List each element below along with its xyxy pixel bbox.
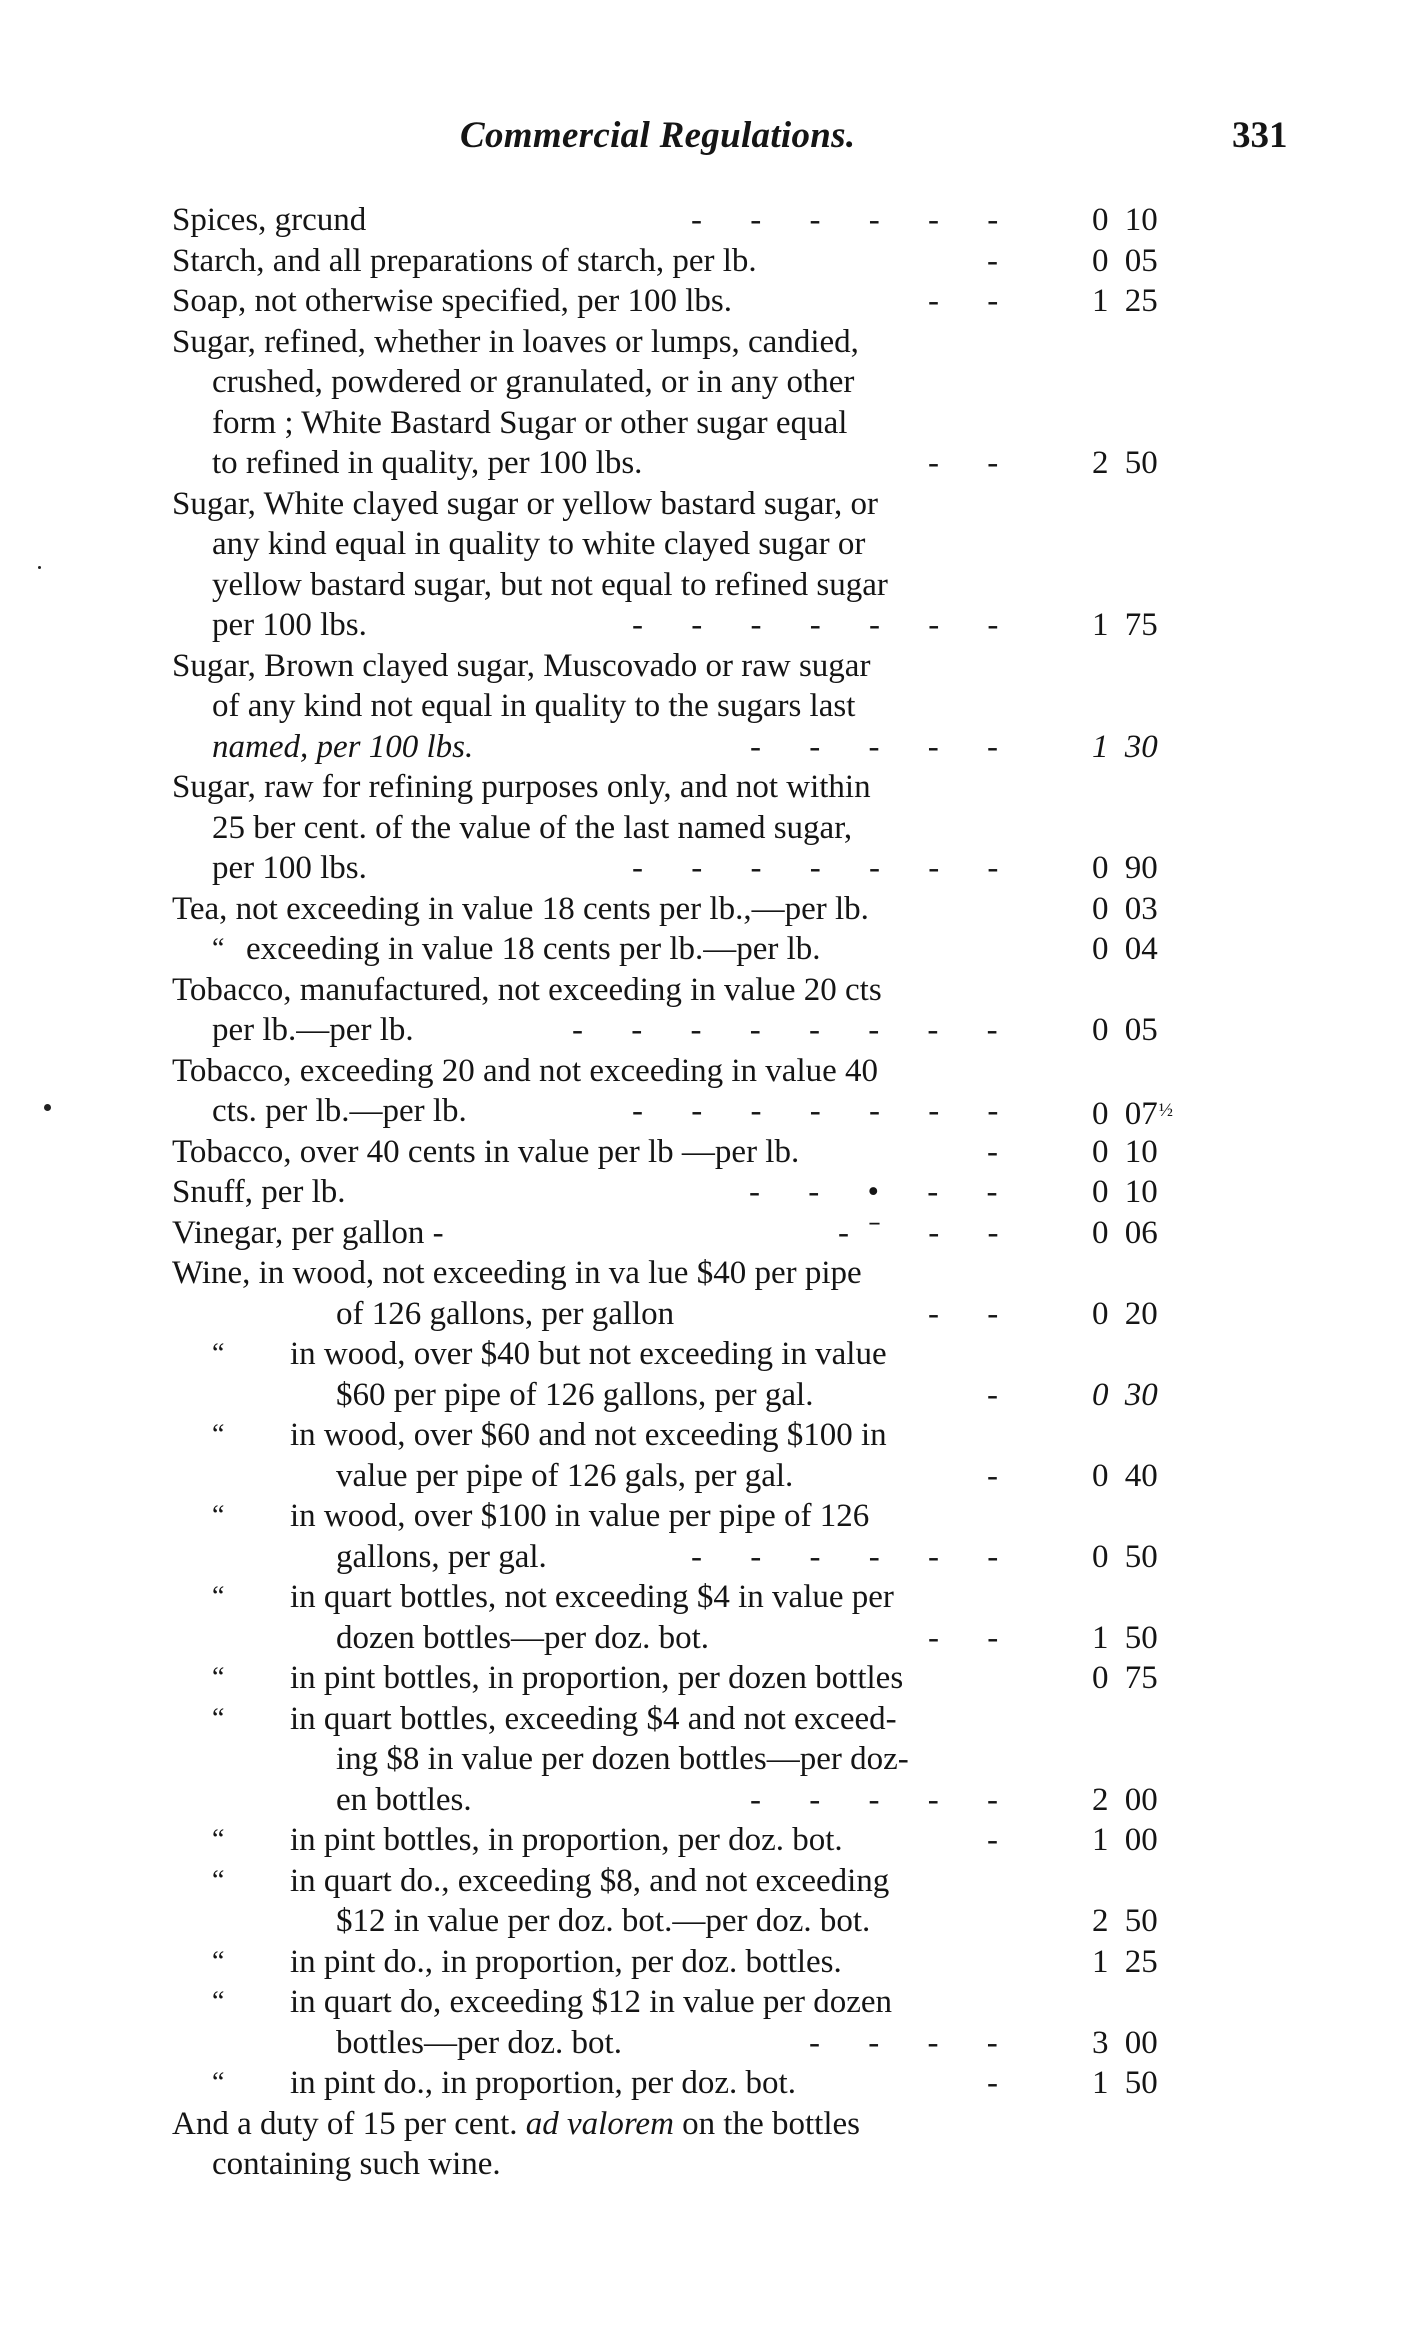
duty-rate-value: 1 30 — [1092, 728, 1158, 765]
duty-rate — [1092, 1618, 1202, 1659]
tariff-line — [0, 1172, 1418, 1213]
line-text: of any kind not equal in quality to the sugars last — [212, 688, 856, 724]
duty-rate-value: 0 06 — [1092, 1214, 1158, 1251]
duty-rate-value: 1 75 — [1092, 607, 1158, 643]
leader-dashes: - — [987, 2065, 1018, 2101]
tariff-line — [0, 322, 1418, 363]
duty-rate — [1092, 1091, 1202, 1135]
duty-rate — [1092, 1010, 1202, 1051]
line-text: Sugar, Brown clayed sugar, Muscovado or raw sugar — [172, 647, 871, 684]
tariff-line — [0, 1294, 1418, 1335]
page-header — [0, 114, 1418, 174]
leader-dashes: - - - - - - — [691, 1538, 1019, 1575]
line-text: in wood, over $100 in value per pipe of 126 — [290, 1498, 870, 1534]
tariff-line — [0, 1820, 1418, 1861]
ditto-mark: “ — [212, 1662, 225, 1693]
leader-dashes: - - - - - - — [691, 202, 1019, 238]
line-text: in wood, over $40 but not exceeding in value — [290, 1336, 887, 1372]
ditto-mark: “ — [212, 1824, 225, 1855]
tariff-line — [0, 484, 1418, 525]
duty-rate-value: 1 25 — [1092, 283, 1158, 319]
tariff-line — [0, 362, 1418, 403]
tariff-line — [0, 1537, 1418, 1578]
ditto-mark: “ — [212, 1702, 225, 1734]
page-number: 331 — [1232, 115, 1288, 156]
line-text: per lb.—per lb. — [212, 1012, 414, 1048]
line-text: Tea, not exceeding in value 18 cents per lb.,—per lb. — [172, 890, 869, 927]
leader-dashes: - - • - - — [749, 1174, 1018, 1210]
line-text: Tobacco, manufactured, not exceeding in value 20 cts — [172, 971, 882, 1008]
line-text: value per pipe of 126 gals, per gal. — [336, 1457, 794, 1494]
margin-mark — [44, 1104, 51, 1111]
duty-rate — [1092, 2023, 1202, 2064]
duty-rate — [1092, 1375, 1202, 1416]
duty-rate-value: 0 90 — [1092, 850, 1158, 886]
leader-dashes: - - — [928, 1619, 1019, 1656]
duty-rate-value: 3 00 — [1092, 2024, 1158, 2061]
duty-rate-value: 2 50 — [1092, 1903, 1158, 1939]
line-text: ing $8 in value per dozen bottles—per doz- — [336, 1741, 909, 1777]
tariff-line — [0, 281, 1418, 322]
tariff-line — [0, 403, 1418, 444]
line-text: in pint do., in proportion, per doz. bottles. — [290, 1943, 842, 1980]
leader-dashes: - - - - — [809, 2024, 1018, 2061]
line-text: of 126 gallons, per gallon — [336, 1295, 675, 1332]
duty-rate — [1092, 1213, 1202, 1254]
line-text: to refined in quality, per 100 lbs. — [212, 445, 643, 481]
duty-rate-value: 0 05 — [1092, 1012, 1158, 1048]
duty-rate — [1092, 1901, 1202, 1942]
line-text: form ; White Bastard Sugar or other sugar equal — [212, 404, 848, 441]
leader-dashes: -ˉ - - — [838, 1214, 1019, 1251]
duty-rate — [1092, 1294, 1202, 1335]
tariff-line — [0, 1739, 1418, 1780]
line-text: in pint bottles, in proportion, per dozen bottles — [290, 1660, 904, 1696]
line-text: exceeding in value 18 cents per lb.—per lb. — [246, 931, 821, 967]
line-text: 25 ber cent. of the value of the last named sugar, — [212, 809, 853, 846]
leader-dashes: - - — [928, 1295, 1019, 1332]
tariff-line — [0, 686, 1418, 727]
tariff-line — [0, 2144, 1418, 2185]
line-text: Starch, and all preparations of starch, per lb. — [172, 242, 757, 279]
line-text: bottles—per doz. bot. — [336, 2024, 622, 2061]
duty-rate — [1092, 929, 1202, 970]
tariff-line — [0, 1091, 1418, 1132]
line-text: any kind equal in quality to white clayed sugar or — [212, 526, 866, 562]
duty-rate-value: 0 03 — [1092, 890, 1158, 927]
duty-rate-value: 2 50 — [1092, 445, 1158, 481]
duty-rate — [1092, 1132, 1202, 1173]
leader-dashes: - - - - - - - - — [572, 1012, 1018, 1048]
leader-dashes: - - - - - — [750, 1781, 1018, 1818]
tariff-line — [0, 1213, 1418, 1254]
duty-rate — [1092, 2063, 1202, 2104]
leader-dashes: - — [987, 1822, 1018, 1858]
leader-dashes: - — [987, 1133, 1018, 1170]
line-text: in quart bottles, exceeding $4 and not exceed- — [290, 1700, 897, 1737]
line-text: in quart bottles, not exceeding $4 in value per — [290, 1579, 894, 1615]
tariff-line — [0, 808, 1418, 849]
duty-rate — [1092, 1456, 1202, 1497]
duty-rate — [1092, 443, 1202, 484]
tariff-schedule — [0, 200, 1418, 2185]
tariff-line — [0, 443, 1418, 484]
duty-rate — [1092, 1820, 1202, 1861]
tariff-line — [0, 1658, 1418, 1699]
tariff-line — [0, 1456, 1418, 1497]
ditto-mark: “ — [212, 1419, 225, 1450]
leader-dashes: - - - - - - - — [632, 1093, 1019, 1129]
tariff-line — [0, 889, 1418, 930]
tariff-line — [0, 1942, 1418, 1983]
duty-rate — [1092, 1658, 1202, 1699]
duty-rate-value: 1 00 — [1092, 1822, 1158, 1858]
duty-rate-value: 0 75 — [1092, 1660, 1158, 1696]
margin-mark — [38, 566, 41, 569]
line-text: $12 in value per doz. bot.—per doz. bot. — [336, 1903, 871, 1939]
duty-rate — [1092, 848, 1202, 889]
tariff-line — [0, 200, 1418, 241]
duty-rate — [1092, 1172, 1202, 1213]
line-text: named, per 100 lbs. — [212, 728, 474, 765]
duty-rate-value: 0 30 — [1092, 1376, 1158, 1413]
line-text: And a duty of 15 per cent. ad valorem on the bottles — [172, 2105, 860, 2142]
duty-rate — [1092, 241, 1202, 282]
tariff-line — [0, 1780, 1418, 1821]
duty-rate-value: 0 04 — [1092, 931, 1158, 967]
duty-rate-value: 0 05 — [1092, 242, 1158, 279]
duty-rate-value: 0 10 — [1092, 1174, 1158, 1210]
line-text: in quart do., exceeding $8, and not exceeding — [290, 1862, 890, 1899]
line-text: Spices, grcund — [172, 202, 367, 238]
ditto-mark: “ — [212, 2067, 225, 2098]
tariff-line — [0, 605, 1418, 646]
duty-rate — [1092, 605, 1202, 646]
tariff-line — [0, 1901, 1418, 1942]
duty-rate-value: 0 10 — [1092, 1133, 1158, 1170]
tariff-line — [0, 1375, 1418, 1416]
line-text: gallons, per gal. — [336, 1538, 547, 1575]
line-text: in pint do., in proportion, per doz. bot. — [290, 2065, 796, 2101]
tariff-line — [0, 767, 1418, 808]
tariff-line — [0, 1051, 1418, 1092]
tariff-line — [0, 727, 1418, 768]
duty-rate — [1092, 281, 1202, 322]
leader-dashes: - — [987, 242, 1018, 279]
duty-rate-value: 1 50 — [1092, 1619, 1158, 1656]
ditto-mark: “ — [212, 1864, 225, 1896]
ditto-mark: “ — [212, 1945, 225, 1977]
line-text: dozen bottles—per doz. bot. — [336, 1619, 709, 1656]
tariff-line — [0, 1334, 1418, 1375]
line-text: Sugar, White clayed sugar or yellow bastard sugar, or — [172, 485, 879, 522]
line-text: Snuff, per lb. — [172, 1174, 346, 1210]
tariff-line — [0, 524, 1418, 565]
line-text: per 100 lbs. — [212, 850, 367, 886]
tariff-line — [0, 1577, 1418, 1618]
leader-dashes: - - - - - - - — [632, 850, 1019, 886]
tariff-line — [0, 1982, 1418, 2023]
duty-rate-value: 0 40 — [1092, 1457, 1158, 1494]
tariff-line — [0, 565, 1418, 606]
duty-rate-value: 1 50 — [1092, 2065, 1158, 2101]
tariff-line — [0, 2104, 1418, 2145]
duty-rate — [1092, 1942, 1202, 1983]
tariff-line — [0, 1415, 1418, 1456]
ditto-mark: “ — [212, 933, 225, 964]
running-title: Commercial Regulations. — [460, 115, 856, 156]
leader-dashes: - - - - - - - — [632, 607, 1019, 643]
tariff-line — [0, 2063, 1418, 2104]
leader-dashes: - — [987, 1457, 1018, 1494]
line-text: Tobacco, exceeding 20 and not exceeding in value 40 — [172, 1052, 879, 1089]
line-text: yellow bastard sugar, but not equal to refined sugar — [212, 566, 888, 603]
line-text: Vinegar, per gallon - — [172, 1214, 444, 1251]
tariff-line — [0, 2023, 1418, 2064]
tariff-line — [0, 646, 1418, 687]
tariff-line — [0, 970, 1418, 1011]
line-text: en bottles. — [336, 1781, 472, 1818]
tariff-line — [0, 1132, 1418, 1173]
line-text: in quart do, exceeding $12 in value per dozen — [290, 1984, 893, 2020]
line-text: Soap, not otherwise specified, per 100 lbs. — [172, 283, 732, 319]
line-text: $60 per pipe of 126 gallons, per gal. — [336, 1376, 814, 1413]
ditto-mark: “ — [212, 1500, 225, 1531]
duty-rate-value: 1 25 — [1092, 1943, 1158, 1980]
line-text: Sugar, raw for refining purposes only, and not within — [172, 769, 871, 805]
ditto-mark: “ — [212, 1986, 225, 2017]
duty-rate — [1092, 1537, 1202, 1578]
line-text: Wine, in wood, not exceeding in va lue $40 per pipe — [172, 1255, 862, 1291]
line-text: in pint bottles, in proportion, per doz. bot. — [290, 1822, 843, 1858]
tariff-line — [0, 1010, 1418, 1051]
tariff-line — [0, 1253, 1418, 1294]
line-text: crushed, powdered or granulated, or in any other — [212, 364, 855, 400]
leader-dashes: - - - - - — [750, 728, 1018, 765]
tariff-line — [0, 929, 1418, 970]
leader-dashes: - - — [928, 283, 1019, 319]
ditto-mark: “ — [212, 1338, 225, 1369]
duty-rate — [1092, 727, 1202, 768]
duty-rate — [1092, 1780, 1202, 1821]
duty-rate — [1092, 889, 1202, 930]
duty-rate-value: 0 50 — [1092, 1538, 1158, 1575]
line-text: cts. per lb.—per lb. — [212, 1093, 467, 1129]
tariff-line — [0, 1618, 1418, 1659]
tariff-line — [0, 241, 1418, 282]
tariff-line — [0, 1699, 1418, 1740]
duty-rate-value: 0 10 — [1092, 202, 1158, 238]
line-text: Sugar, refined, whether in loaves or lumps, candied, — [172, 323, 859, 360]
line-text: per 100 lbs. — [212, 607, 367, 643]
leader-dashes: - — [987, 1376, 1018, 1413]
tariff-line — [0, 1861, 1418, 1902]
tariff-line — [0, 848, 1418, 889]
line-text: Tobacco, over 40 cents in value per lb —per lb. — [172, 1133, 800, 1170]
duty-rate-value: 2 00 — [1092, 1781, 1158, 1818]
line-text: containing such wine. — [212, 2146, 501, 2182]
duty-rate-value: 0 07 — [1092, 1096, 1158, 1132]
duty-rate — [1092, 200, 1202, 241]
line-text: in wood, over $60 and not exceeding $100 in — [290, 1417, 887, 1453]
tariff-line — [0, 1496, 1418, 1537]
ditto-mark: “ — [212, 1581, 225, 1612]
duty-rate-fraction: ½ — [1158, 1100, 1173, 1121]
leader-dashes: - - — [928, 445, 1019, 481]
duty-rate-value: 0 20 — [1092, 1295, 1158, 1332]
